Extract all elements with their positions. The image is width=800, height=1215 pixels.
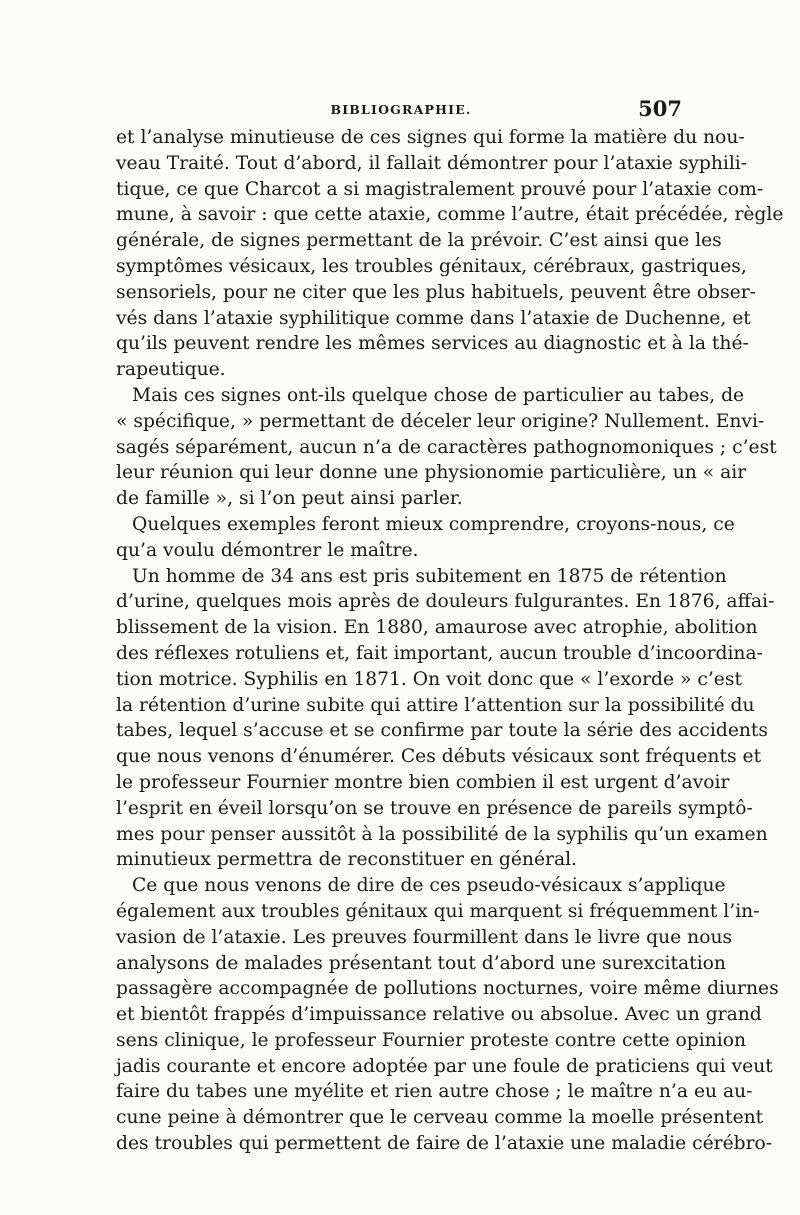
- text-line: tabes, lequel s’accuse et se confirme par toute la série des accidents: [116, 720, 769, 742]
- page-header: [116, 96, 686, 122]
- text-line: rapeutique.: [116, 359, 226, 381]
- text-line: symptômes vésicaux, les troubles génitaux, cérébraux, gastriques,: [116, 255, 747, 277]
- page-number: 507: [638, 96, 682, 121]
- text-line: mes pour penser aussitôt à la possibilité de la syphilis qu’un examen: [116, 823, 768, 845]
- paragraph: [116, 383, 777, 512]
- text-line: faire du tabes une myélite et rien autre chose ; le maître n’a eu au-: [116, 1081, 753, 1103]
- text-line: Mais ces signes ont-ils quelque chose de particulier au tabes, de: [132, 384, 745, 406]
- text-line: et bientôt frappés d’impuissance relative ou absolue. Avec un grand: [116, 1004, 762, 1026]
- text-line: vasion de l’ataxie. Les preuves fourmillent dans le livre que nous: [116, 926, 733, 948]
- text-line: également aux troubles génitaux qui marquent si fréquemment l’in-: [116, 900, 760, 922]
- text-line: minutieux permettra de reconstituer en général.: [116, 849, 578, 871]
- text-line: qu’ils peuvent rendre les mêmes services au diagnostic et à la thé-: [116, 333, 749, 355]
- text-line: jadis courante et encore adoptée par une foule de praticiens qui veut: [116, 1055, 773, 1077]
- body-text: [116, 125, 784, 1157]
- text-line: générale, de signes permettant de la prévoir. C’est ainsi que les: [116, 230, 722, 252]
- paragraph: [116, 873, 779, 1157]
- text-line: analysons de malades présentant tout d’abord une surexcitation: [116, 952, 726, 974]
- text-line: la rétention d’urine subite qui attire l’attention sur la possibilité du: [116, 694, 755, 716]
- text-line: tique, ce que Charcot a si magistralement prouvé pour l’ataxie com-: [116, 178, 764, 200]
- paragraph: [116, 564, 775, 874]
- text-line: « spécifique, » permettant de déceler leur origine? Nullement. Envi-: [116, 410, 765, 432]
- text-line: vés dans l’ataxie syphilitique comme dans l’ataxie de Duchenne, et: [116, 307, 751, 329]
- text-line: cune peine à démontrer que le cerveau comme la moelle présentent: [116, 1107, 764, 1129]
- text-line: blissement de la vision. En 1880, amaurose avec atrophie, abolition: [116, 617, 758, 639]
- text-line: sagés séparément, aucun n’a de caractères pathognomoniques ; c’est: [116, 436, 777, 458]
- text-line: qu’a voulu démontrer le maître.: [116, 539, 419, 561]
- text-line: Un homme de 34 ans est pris subitement en 1875 de rétention: [132, 565, 727, 587]
- text-line: Quelques exemples feront mieux comprendre, croyons-nous, ce: [132, 513, 735, 535]
- text-line: que nous venons d’énumérer. Ces débuts vésicaux sont fréquents et: [116, 746, 762, 768]
- text-line: Ce que nous venons de dire de ces pseudo-vésicaux s’applique: [132, 875, 726, 897]
- text-line: de famille », si l’on peut ainsi parler.: [116, 488, 463, 510]
- paragraph: [116, 125, 784, 383]
- text-line: d’urine, quelques mois après de douleurs fulgurantes. En 1876, affai-: [116, 591, 775, 613]
- text-line: sens clinique, le professeur Fournier proteste contre cette opinion: [116, 1029, 746, 1051]
- text-line: des troubles qui permettent de faire de l’ataxie une maladie cérébro-: [116, 1133, 773, 1155]
- text-line: mune, à savoir : que cette ataxie, comme l’autre, était précédée, règle: [116, 204, 784, 226]
- text-line: et l’analyse minutieuse de ces signes qui forme la matière du nou-: [116, 127, 745, 148]
- text-line: des réflexes rotuliens et, fait important, aucun trouble d’incoordina-: [116, 642, 763, 664]
- text-line: veau Traité. Tout d’abord, il fallait démontrer pour l’ataxie syphili-: [116, 152, 748, 174]
- text-line: le professeur Fournier montre bien combien il est urgent d’avoir: [116, 771, 730, 793]
- text-line: leur réunion qui leur donne une physionomie particulière, un « air: [116, 462, 747, 484]
- text-line: tion motrice. Syphilis en 1871. On voit donc que « l’exorde » c’est: [116, 668, 742, 690]
- text-line: l’esprit en éveil lorsqu’on se trouve en présence de pareils symptô-: [116, 797, 753, 819]
- paragraph: [116, 512, 735, 564]
- text-line: passagère accompagnée de pollutions nocturnes, voire même diurnes: [116, 978, 779, 1000]
- running-head: BIBLIOGRAPHIE.: [330, 102, 472, 117]
- text-line: sensoriels, pour ne citer que les plus habituels, peuvent être obser-: [116, 281, 756, 303]
